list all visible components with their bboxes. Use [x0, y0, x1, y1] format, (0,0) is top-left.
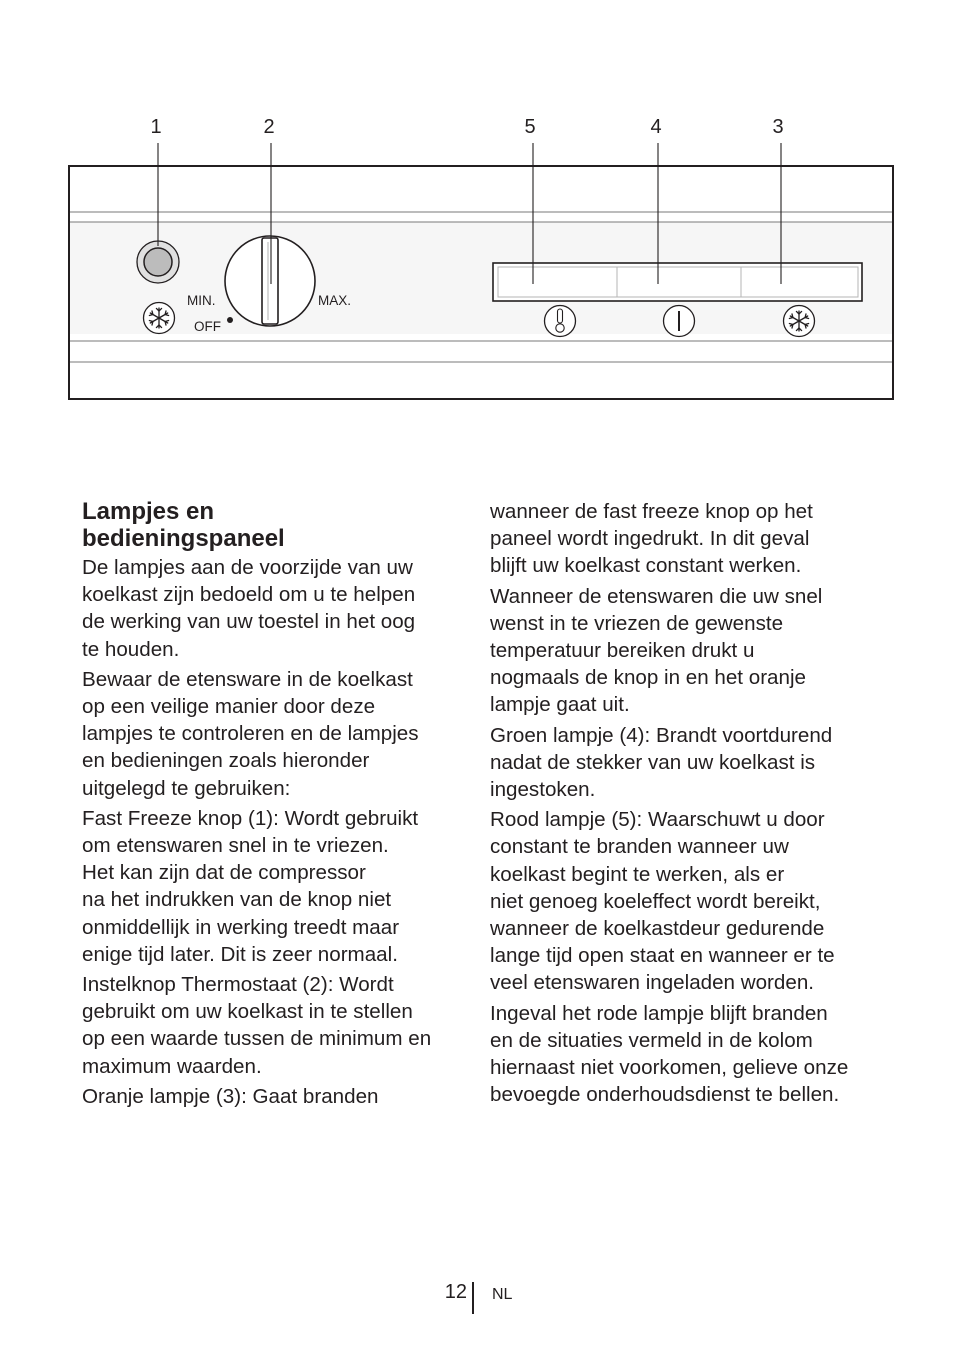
language-code: NL — [492, 1286, 513, 1303]
paragraph: Rood lampje (5): Waarschuwt u door constant te branden wanneer uw koelkast begint te werken, als er niet genoeg koeleffect wordt bereikt, wanneer de koelkastdeur gedurende lange tijd open staat en wanneer er te veel etenswaren ingeladen worden. — [490, 808, 835, 995]
off-dot — [227, 317, 233, 323]
paragraph: Instelknop Thermostaat (2): Wordt gebruikt om uw koelkast in te stellen op een waarde tussen de minimum en maximum waarden. — [82, 973, 432, 1078]
fast-freeze-button — [137, 241, 179, 283]
paragraph: Wanneer de etenswaren die uw snel wenst in te vriezen de gewenste temperatuur bereiken drukt u nogmaals de knop in en het oranje lampje gaat uit. — [490, 584, 823, 717]
callout-5: 5 — [524, 116, 536, 138]
page-number: 12 — [444, 1281, 467, 1303]
power-icon — [664, 306, 695, 337]
paragraph: Ingeval het rode lampje blijft branden en de situaties vermeld in de kolom hiernaast niet voorkomen, gelieve onze bevoegde onderhoudsdienst te bellen. — [490, 1001, 849, 1107]
indicator-window — [493, 263, 862, 301]
thermometer-icon — [545, 306, 576, 337]
paragraph: wanneer de fast freeze knop op het paneel wordt ingedrukt. In dit geval blijft uw koelkast constant werken. — [490, 500, 813, 578]
callout-1: 1 — [150, 116, 162, 138]
control-panel-diagram — [0, 0, 954, 420]
paragraph: De lampjes aan de voorzijde van uw koelkast zijn bedoeld om u te helpen de werking van uw toestel in het oog te houden. — [82, 556, 416, 661]
section-heading-line2: bedieningspaneel — [82, 525, 285, 552]
off-label: OFF — [194, 319, 221, 334]
callout-3: 3 — [772, 116, 784, 138]
callout-4: 4 — [650, 116, 662, 138]
paragraph: Groen lampje (4): Brandt voortdurend nadat de stekker van uw koelkast is ingestoken. — [490, 723, 833, 802]
paragraph: Bewaar de etensware in de koelkast op een veilige manier door deze lampjes te controleren en de lampjes en bedieningen zoals hieronder uitgelegd te gebruiken: — [82, 667, 419, 800]
paragraph: Oranje lampje (3): Gaat branden — [82, 1084, 379, 1108]
min-label: MIN. — [187, 293, 216, 308]
snowflake-icon — [144, 303, 175, 334]
text-column-left — [82, 498, 464, 1113]
thermostat-knob — [225, 236, 315, 326]
paragraph: Fast Freeze knop (1): Wordt gebruikt om etenswaren snel in te vriezen. Het kan zijn dat de compressor na het indrukken van de knop niet onmiddellijk in werking treedt maar enige tijd later. Dit is zeer normaal. — [82, 806, 419, 966]
page-footer — [0, 1281, 954, 1317]
fast-freeze-indicator-icon — [784, 306, 815, 337]
section-heading — [82, 498, 464, 552]
text-column-right — [490, 498, 880, 1111]
section-heading-line1: Lampjes en — [82, 498, 215, 525]
callout-2: 2 — [263, 116, 275, 138]
footer-divider — [472, 1282, 474, 1314]
max-label: MAX. — [318, 293, 352, 308]
